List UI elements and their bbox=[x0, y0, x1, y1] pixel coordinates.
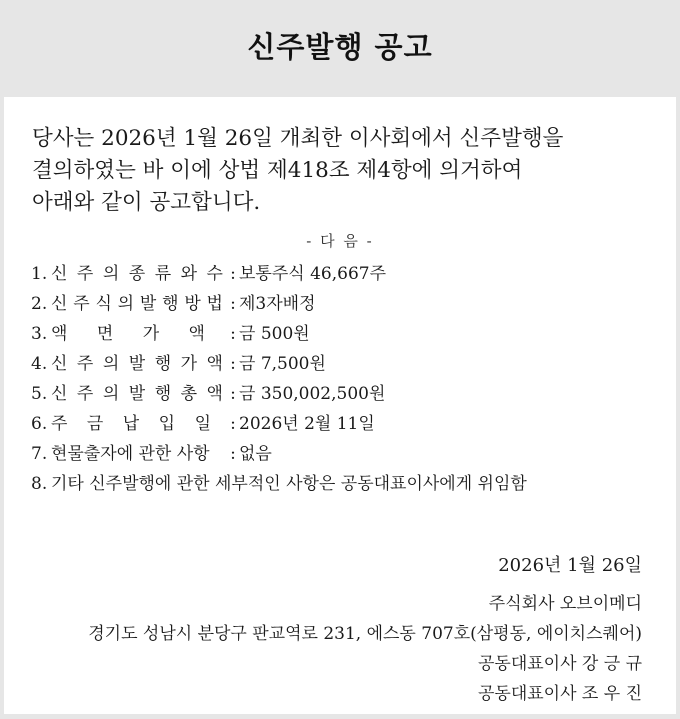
item-label: 현물출자에 관한 사항 bbox=[51, 444, 210, 464]
item-colon: : bbox=[230, 354, 236, 374]
item-label-char: 액 bbox=[206, 384, 223, 404]
notice-body bbox=[4, 97, 676, 714]
item-colon: : bbox=[230, 414, 236, 434]
item-number: 6. bbox=[31, 414, 48, 434]
item-label-char: 신 bbox=[51, 384, 68, 404]
intro-paragraph bbox=[32, 123, 652, 219]
item-label bbox=[51, 289, 227, 314]
item-label-char: 행 bbox=[154, 384, 172, 404]
representative: 공동대표이사 조 우 진 bbox=[477, 684, 642, 704]
notice-date: 2026년 1월 26일 bbox=[498, 555, 642, 576]
item-label-char: 식 bbox=[95, 294, 112, 314]
list-item bbox=[31, 289, 661, 319]
item-value: 제3자배정 bbox=[239, 294, 316, 314]
item-label-char: 종 bbox=[128, 264, 146, 284]
item-label bbox=[51, 409, 227, 434]
item-number: 1. bbox=[31, 264, 48, 284]
item-list bbox=[31, 259, 661, 499]
item-label-char: 신 bbox=[51, 294, 68, 314]
item-label-char: 의 bbox=[102, 264, 120, 284]
item-colon: : bbox=[230, 384, 236, 404]
list-item bbox=[31, 319, 661, 349]
item-value: 금 7,500원 bbox=[239, 354, 326, 374]
item-label-char: 액 bbox=[206, 354, 223, 374]
item-label-char: 신 bbox=[51, 264, 68, 284]
item-label-char: 면 bbox=[96, 324, 114, 344]
item-label-char: 와 bbox=[180, 264, 198, 284]
item-number: 4. bbox=[31, 354, 48, 374]
item-label-char: 행 bbox=[162, 294, 179, 314]
item-label-char: 행 bbox=[154, 354, 172, 374]
item-colon: : bbox=[230, 444, 236, 464]
item-value: 금 500원 bbox=[239, 324, 310, 344]
item-label-char: 발 bbox=[128, 384, 146, 404]
item-label bbox=[51, 349, 227, 374]
list-item bbox=[31, 259, 661, 289]
item-label-char: 발 bbox=[139, 294, 157, 314]
item-label-char: 가 bbox=[142, 324, 160, 344]
item-label bbox=[51, 259, 227, 284]
list-item bbox=[31, 349, 661, 379]
item-label-char: 주 bbox=[51, 414, 68, 434]
item-label-char: 의 bbox=[117, 294, 135, 314]
item-value: 2026년 2월 11일 bbox=[239, 414, 375, 434]
item-label-char: 액 bbox=[51, 324, 68, 344]
company-address: 경기도 성남시 분당구 판교역로 231, 에스동 707호(삼평동, 에이치스퀘어) bbox=[88, 624, 642, 644]
item-label-char: 류 bbox=[154, 264, 172, 284]
section-separator: - 다 음 - bbox=[306, 232, 374, 250]
representative: 공동대표이사 강 긍 규 bbox=[477, 654, 642, 674]
intro-line: 결의하였는 바 이에 상법 제418조 제4항에 의거하여 bbox=[32, 158, 523, 183]
item-label-char: 수 bbox=[206, 264, 223, 284]
item-label-char: 일 bbox=[194, 414, 211, 434]
item-label-char: 신 bbox=[51, 354, 68, 374]
item-colon: : bbox=[230, 324, 236, 344]
item-label-char: 금 bbox=[86, 414, 104, 434]
item-number: 8. bbox=[31, 474, 48, 494]
intro-line: 당사는 2026년 1월 26일 개최한 이사회에서 신주발행을 bbox=[32, 126, 564, 151]
item-label-char: 발 bbox=[128, 354, 146, 374]
item-label bbox=[51, 379, 227, 404]
item-number: 2. bbox=[31, 294, 48, 314]
item-number: 7. bbox=[31, 444, 48, 464]
item-number: 3. bbox=[31, 324, 48, 344]
company-name: 주식회사 오브이메디 bbox=[488, 594, 642, 614]
item-label-char: 의 bbox=[102, 384, 120, 404]
item-colon: : bbox=[230, 264, 236, 284]
list-item bbox=[31, 439, 661, 469]
item-label-char: 가 bbox=[180, 354, 198, 374]
list-item bbox=[31, 409, 661, 439]
item-label-char: 총 bbox=[180, 384, 198, 404]
page-title: 신주발행 공고 bbox=[247, 30, 433, 64]
item-label-char: 주 bbox=[73, 294, 90, 314]
title-bar bbox=[0, 0, 680, 97]
item-label-char: 방 bbox=[184, 294, 201, 314]
item-colon: : bbox=[230, 294, 236, 314]
list-item bbox=[31, 379, 661, 409]
item-label-char: 주 bbox=[76, 384, 94, 404]
item-label-char: 의 bbox=[102, 354, 120, 374]
intro-line: 아래와 같이 공고합니다. bbox=[32, 190, 261, 215]
item-label-char: 입 bbox=[158, 414, 176, 434]
item-label-char: 법 bbox=[206, 294, 223, 314]
item-label-char: 액 bbox=[188, 324, 205, 344]
item-label-char: 납 bbox=[122, 414, 140, 434]
item-value: 금 350,002,500원 bbox=[239, 384, 386, 404]
item-number: 5. bbox=[31, 384, 48, 404]
item-value: 없음 bbox=[239, 444, 272, 464]
item-label-char: 주 bbox=[76, 264, 94, 284]
item-label-char: 주 bbox=[76, 354, 94, 374]
list-item bbox=[31, 469, 661, 499]
item-label: 기타 신주발행에 관한 세부적인 사항은 공동대표이사에게 위임함 bbox=[51, 474, 527, 494]
item-value: 보통주식 46,667주 bbox=[239, 264, 386, 284]
item-label bbox=[51, 319, 227, 344]
